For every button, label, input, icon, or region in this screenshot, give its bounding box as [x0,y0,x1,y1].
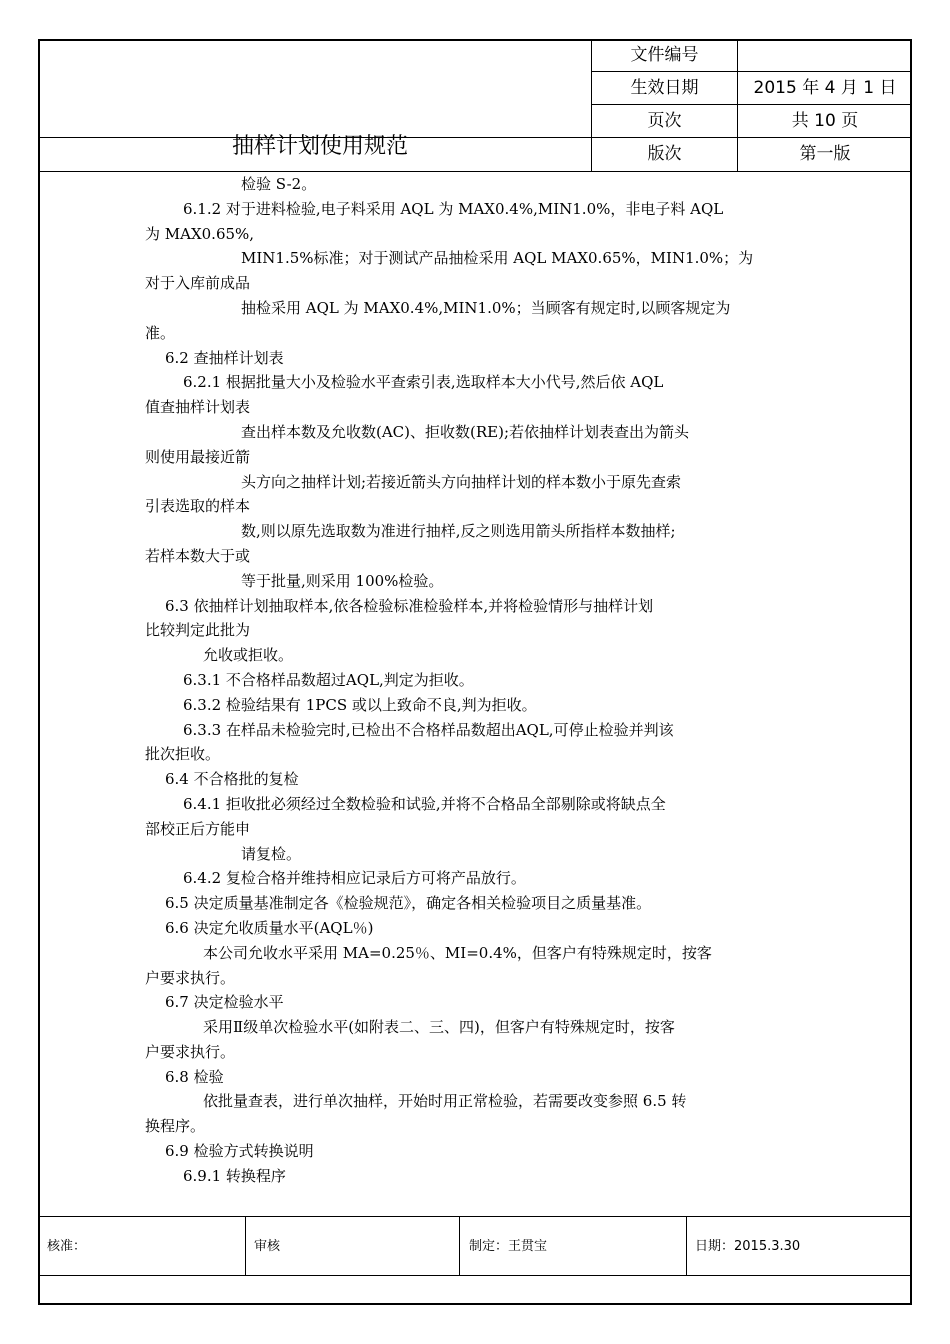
body-line: 允收或拒收。 [203,646,294,665]
body-line: 6.3.2 检验结果有 1PCS 或以上致命不良,判为拒收。 [183,695,537,714]
value-version: 第一版 [799,144,851,164]
body-line: 依批量查表，进行单次抽样，开始时用正常检验，若需要改变参照 6.5 转 [203,1092,687,1111]
body-line: 则使用最接近箭 [145,447,251,466]
body-line: 本公司允收水平采用 MA=0.25％、MI=0.4%，但客户有特殊规定时，按客 [203,943,712,962]
body-line: 准。 [145,323,176,342]
footer-top-line [38,1216,912,1217]
value-effective-date: 2015 年 4 月 1 日 [753,78,897,98]
body-line: 6.8 检验 [165,1067,224,1086]
body-line: 6.3.1 不合格样品数超过AQL,判定为拒收。 [183,670,474,689]
body-line: 头方向之抽样计划;若接近箭头方向抽样计划的样本数小于原先查索 [241,472,682,491]
document-title: 抽样计划使用规范 [231,134,408,159]
label-effective-date: 生效日期 [630,78,699,98]
body-line: 6.9.1 转换程序 [183,1166,286,1185]
footer-review: 审核 [254,1239,281,1254]
document-body [145,172,810,1189]
body-line: 6.6 决定允收质量水平(AQL％) [165,918,374,937]
body-line: 6.2.1 根据批量大小及检验水平查索引表,选取样本大小代号,然后依 AQL [183,373,664,392]
body-line: 6.3 依抽样计划抽取样本,依各检验标准检验样本,并将检验情形与抽样计划 [165,596,654,615]
body-line: 6.7 决定检验水平 [165,993,284,1012]
label-file-number: 文件编号 [630,45,699,65]
body-line: 检验 S-2。 [241,175,317,193]
body-line: 批次拒收。 [145,745,221,764]
body-line: 抽检采用 AQL 为 MAX0.4%,MIN1.0%；当顾客有规定时,以顾客规定为 [241,298,731,317]
body-line: 等于批量,则采用 100%检验。 [241,571,444,590]
body-line: MIN1.5%标准；对于测试产品抽检采用 AQL MAX0.65%，MIN1.0%；为 [241,249,754,268]
body-line: 6.3.3 在样品未检验完时,已检出不合格样品数超出AQL,可停止检验并判该 [183,720,674,739]
body-line: 6.2 查抽样计划表 [165,348,284,367]
label-page-count: 页次 [647,111,682,131]
body-line: 户要求执行。 [145,968,236,987]
body-line: 6.9 检验方式转换说明 [165,1142,314,1161]
body-line: 采用Ⅱ级单次检验水平(如附表二、三、四)，但客户有特殊规定时，按客 [203,1018,675,1037]
body-line: 部校正后方能申 [145,819,251,838]
body-line: 6.5 决定质量基准制定各《检验规范》，确定各相关检验项目之质量基准。 [165,894,652,913]
footer-col-line-1 [245,1216,246,1276]
body-line: 查出样本数及允收数(AC)、拒收数(RE);若依抽样计划表查出为箭头 [241,422,690,441]
body-line: 6.4.1 拒收批必须经过全数检验和试验,并将不合格品全部剔除或将缺点全 [183,794,666,813]
body-line: 户要求执行。 [145,1042,236,1061]
body-line: 对于入库前成品 [145,274,251,293]
footer-col-line-2 [459,1216,460,1276]
body-line: 值查抽样计划表 [145,398,251,417]
body-line: 换程序。 [145,1117,206,1136]
footer-date: 日期：2015.3.30 [695,1239,801,1254]
body-line: 请复检。 [241,844,302,863]
label-version: 版次 [647,144,682,164]
footer-approve: 核准： [47,1239,87,1254]
footer-col-line-3 [686,1216,687,1276]
footer-prepared: 制定：王贯宝 [469,1239,548,1254]
body-line: 6.4 不合格批的复检 [165,770,299,789]
body-line: 比较判定此批为 [145,621,251,640]
footer-bottom-line [38,1275,912,1276]
body-line: 若样本数大于或 [145,546,251,565]
body-line: 数,则以原先选取数为准进行抽样,反之则选用箭头所指样本数抽样; [241,522,676,541]
body-line: 为 MAX0.65%, [145,224,255,243]
value-page-count: 共 10 页 [791,111,859,131]
body-line: 6.1.2 对于进料检验,电子料采用 AQL 为 MAX0.4%,MIN1.0%，非电子料 AQL [183,199,724,218]
body-line: 引表选取的样本 [145,497,251,516]
body-line: 6.4.2 复检合格并维持相应记录后方可将产品放行。 [183,869,526,888]
